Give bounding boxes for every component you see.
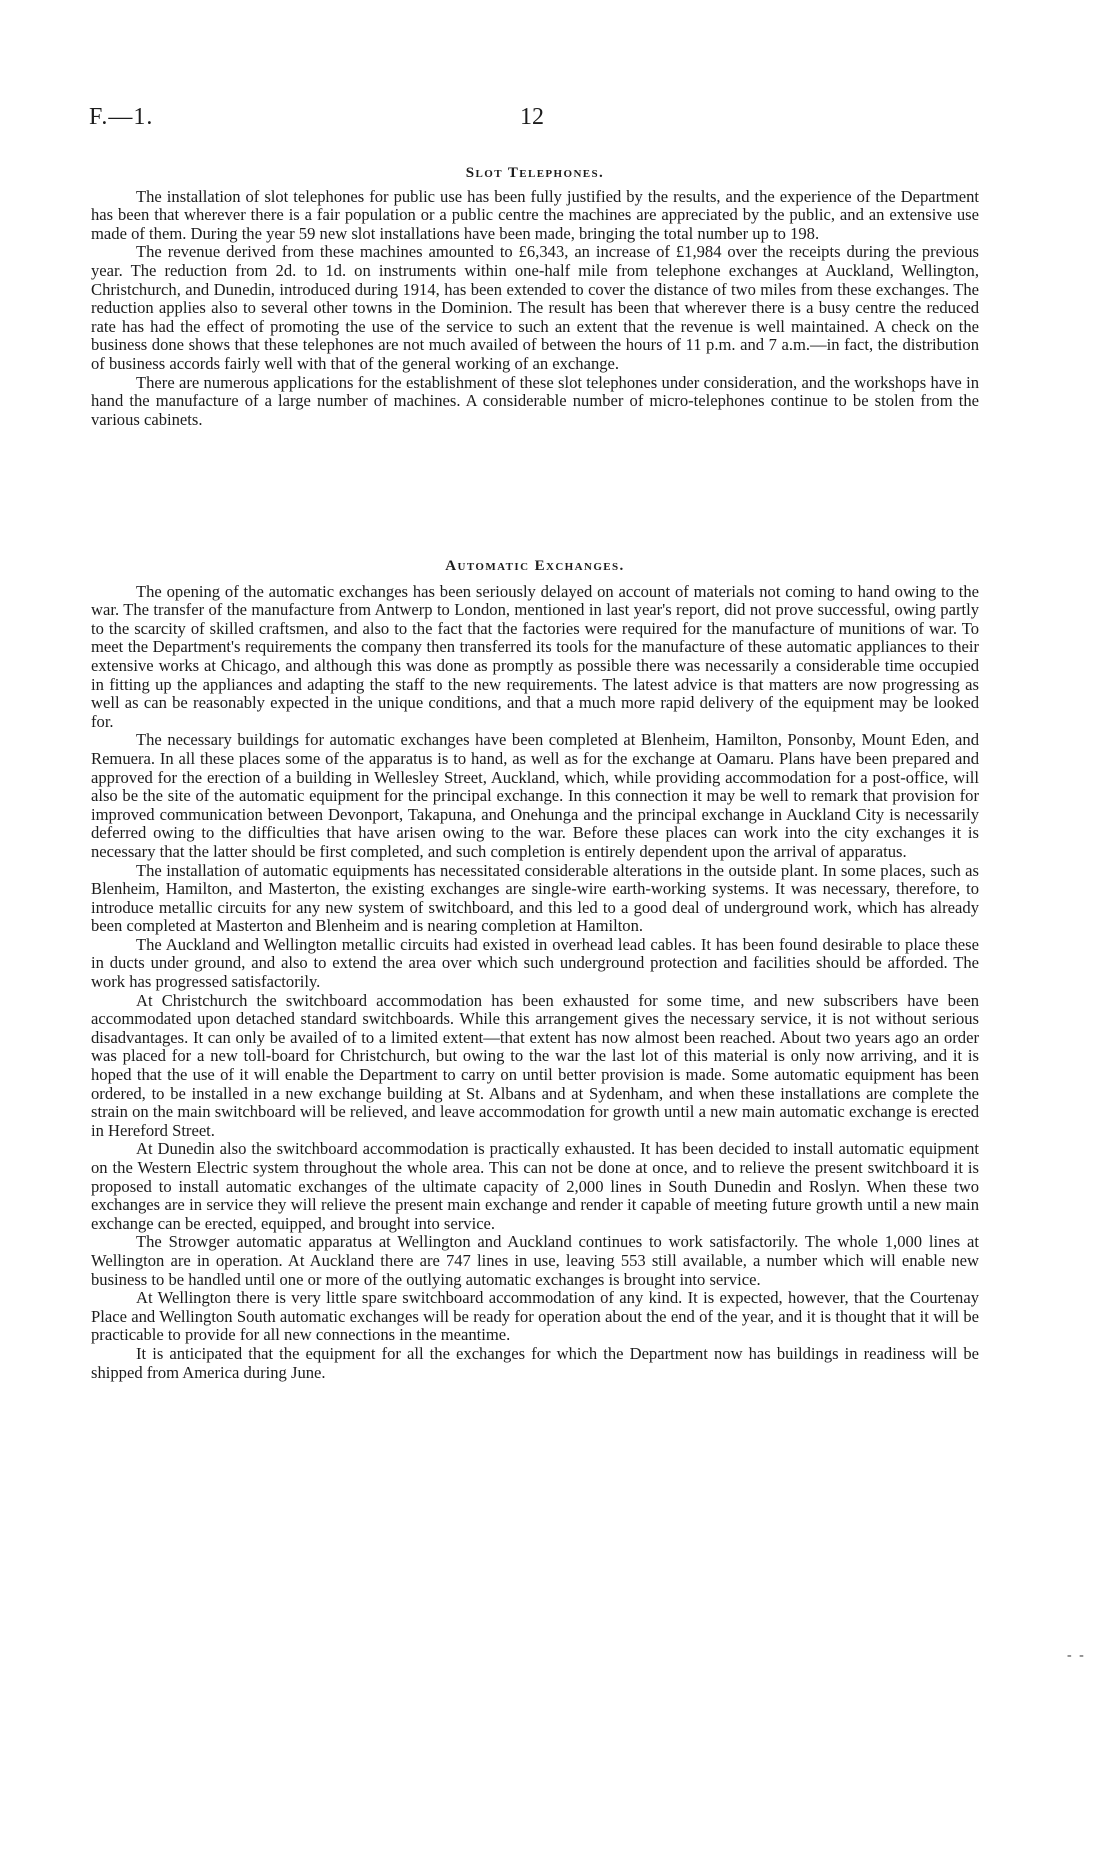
paragraph: At Dunedin also the switchboard accommodation is practically exhausted. It has been decided to install automatic equipment on the Western Electric system throughout the whole area. This can not be done at once, and to relieve the present switchboard it is proposed to install automatic exchanges of the ultimate capacity of 2,000 lines in South Dunedin and Roslyn. When these two exchanges are in service they will relieve the present main exchange and render it capable of meeting future growth until a new main exchange can be erected, equipped, and brought into service. bbox=[91, 1139, 979, 1233]
paragraph: The opening of the automatic exchanges has been seriously delayed on account of materials not coming to hand owing to the war. The transfer of the manufacture from Antwerp to London, mentioned in last year's report, did not prove successful, owing partly to the scarcity of skilled craftsmen, and also to the fact that the factories were required for the manufacture of munitions of war. To meet the Department's requirements the company then transferred its tools for the manufacture of these automatic appliances to their extensive works at Chicago, and although this was done as promptly as possible there was necessarily a considerable time occupied in fitting up the appliances and adapting the staff to the new requirements. The latest advice is that matters are now progressing as well as can be reasonably expected in the unique conditions, and that a much more rapid delivery of the equipment may be looked for. bbox=[91, 581, 979, 731]
margin-mark: - - bbox=[1067, 1648, 1086, 1663]
paragraph: The necessary buildings for automatic exchanges have been completed at Blenheim, Hamilton, Ponsonby, Mount Eden, and Remuera. In all these places some of the apparatus is to hand, as well as for the exchange at Oamaru. Plans have been prepared and approved for the erection of a building in Wellesley Street, Auckland, which, while providing accommodation for a post-office, will also be the site of the automatic equipment for the principal exchange. In this connection it may be well to remark that provision for improved communication between Devonport, Takapuna, and Onehunga and the principal exchange in Auckland City is necessarily deferred owing to the difficulties that have arisen owing to the war. Before these places can work into the city exchanges it is necessary that the latter should be first completed, and such completion is entirely dependent upon the arrival of apparatus. bbox=[91, 730, 979, 861]
page-number: 12 bbox=[520, 104, 544, 130]
section-automatic-exchanges bbox=[91, 557, 979, 1382]
paragraph: At Christchurch the switchboard accommodation has been exhausted for some time, and new subscribers have been accommodated upon detached standard switchboards. While this arrangement gives the necessary service, it is not without serious disadvantages. It can only be availed of to a limited extent—that extent has now almost been reached. About two years ago an order was placed for a new toll-board for Christchurch, but owing to the war the last lot of this material is only now arriving, and it is hoped that the use of it will enable the Department to carry on until better provision is made. Some automatic equipment has been ordered, to be installed in a new exchange building at St. Albans and at Sydenham, and when these installations are complete the strain on the main switchboard will be relieved, and leave accommodation for growth until a new main automatic exchange is erected in Hereford Street. bbox=[91, 990, 979, 1140]
paragraph: At Wellington there is very little spare switchboard accommodation of any kind. It is expected, however, that the Courtenay Place and Wellington South automatic exchanges will be ready for operation about the end of the year, and it is thought that it will be practicable to provide for all new connections in the meantime. bbox=[91, 1288, 979, 1345]
paragraph: The installation of automatic equipments has necessitated considerable alterations in the outside plant. In some places, such as Blenheim, Hamilton, and Masterton, the existing exchanges are single-wire earth-working systems. It was necessary, therefore, to introduce metallic circuits for any new system of switchboard, and this led to a good deal of underground work, which has already been completed at Masterton and Blenheim and is nearing completion at Hamilton. bbox=[91, 860, 979, 936]
paragraph: The Strowger automatic apparatus at Wellington and Auckland continues to work satisfactorily. The whole 1,000 lines at Wellington are in operation. At Auckland there are 747 lines in use, leaving 553 still available, a number which will enable new business to be handled until one or more of the outlying automatic exchanges is brought into service. bbox=[91, 1232, 979, 1289]
section-title: Automatic Exchanges. bbox=[445, 558, 625, 574]
page-reference: F.—1. bbox=[89, 104, 154, 130]
section-slot-telephones bbox=[91, 164, 979, 429]
section-title: Slot Telephones. bbox=[465, 165, 605, 181]
paragraph: There are numerous applications for the establishment of these slot telephones under consideration, and the workshops have in hand the manufacture of a large number of machines. A considerable number of micro-telephones continue to be stolen from the various cabinets. bbox=[91, 372, 979, 429]
paragraph: The Auckland and Wellington metallic circuits had existed in overhead lead cables. It has been found desirable to place these in ducts under ground, and also to extend the area over which such underground protection and facilities should be afforded. The work has progressed satisfactorily. bbox=[91, 934, 979, 992]
paragraph: The installation of slot telephones for public use has been fully justified by the results, and the experience of the Department has been that wherever there is a fair population or a public centre the machines are appreciated by the public, and an extensive use made of them. During the year 59 new slot installations have been made, bringing the total number up to 198. bbox=[91, 186, 979, 243]
paragraph: It is anticipated that the equipment for all the exchanges for which the Department now has buildings in readiness will be shipped from America during June. bbox=[91, 1343, 979, 1382]
paragraph: The revenue derived from these machines amounted to £6,343, an increase of £1,984 over the receipts during the previous year. The reduction from 2d. to 1d. on instruments within one-half mile from telephone exchanges at Auckland, Wellington, Christchurch, and Dunedin, introduced during 1914, has been extended to cover the distance of two miles from these exchanges. The reduction applies also to several other towns in the Dominion. The result has been that wherever there is a busy centre the reduced rate has had the effect of promoting the use of the service to such an extent that the revenue is well maintained. A check on the business done shows that these telephones are not much availed of between the hours of 11 p.m. and 7 a.m.—in fact, the distribution of business accords fairly well with that of the general working of an exchange. bbox=[91, 242, 979, 373]
